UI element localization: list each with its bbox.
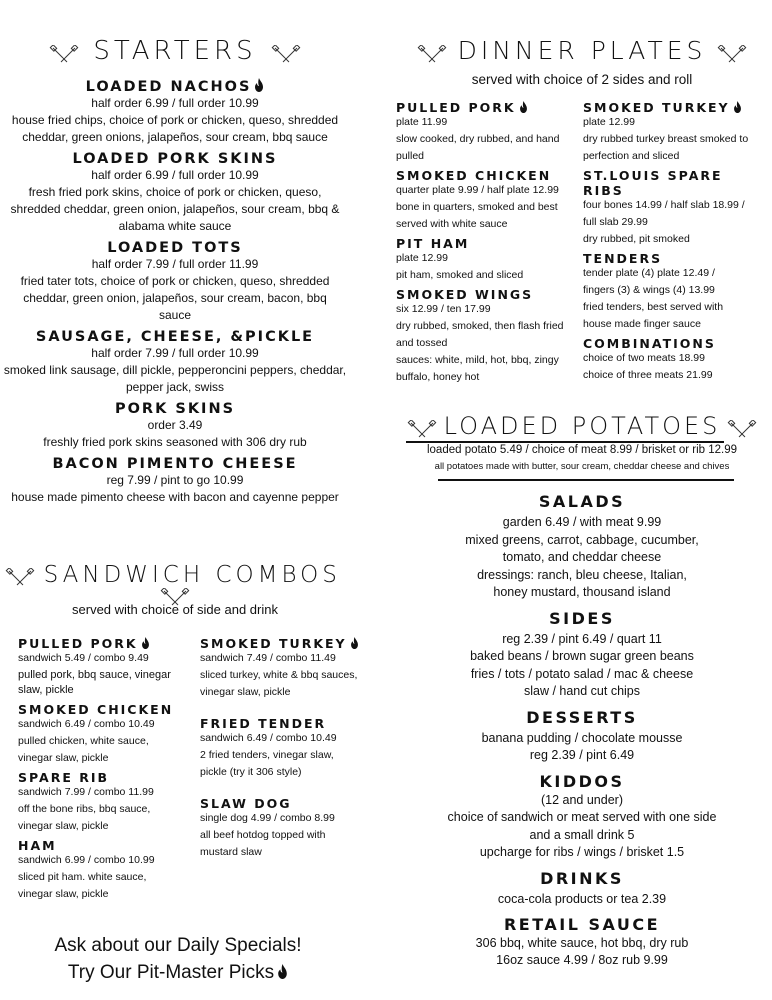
item-price: quarter plate 9.99 / half plate 12.99 xyxy=(396,184,559,196)
menu-item xyxy=(0,401,350,451)
item-desc: fried tenders, best served with xyxy=(583,301,724,313)
menu-item xyxy=(396,287,582,385)
crossed-cleavers-icon xyxy=(49,45,79,65)
section-title: RETAIL SAUCE xyxy=(503,915,661,934)
menu-item xyxy=(200,796,380,860)
starters-title: STARTERS xyxy=(93,36,257,66)
item-desc: mustard slaw xyxy=(200,846,262,858)
section-line: honey mustard, thousand island xyxy=(493,585,671,599)
section-line: mixed greens, carrot, cabbage, cucumber, xyxy=(465,532,699,547)
menu-item xyxy=(583,168,769,247)
item-price: plate 12.99 xyxy=(583,116,635,128)
starters-list xyxy=(0,78,350,506)
flame-icon xyxy=(519,101,528,113)
dinner-subtitle: served with choice of 2 sides and roll xyxy=(471,72,693,87)
item-desc: vinegar slaw, pickle xyxy=(18,820,109,832)
item-desc: vinegar slaw, pickle xyxy=(18,888,109,900)
item-desc: 2 fried tenders, vinegar slaw, xyxy=(200,749,334,761)
item-name: SMOKED CHICKEN xyxy=(396,168,552,183)
item-name-cont: RIBS xyxy=(583,183,624,198)
section-title: DESSERTS xyxy=(526,707,638,727)
potatoes-prices: loaded potato 5.49 / choice of meat 8.99 / brisket or rib 12.99 xyxy=(426,444,738,456)
divider xyxy=(438,479,734,481)
item-desc: perfection and sliced xyxy=(583,150,680,162)
sandwich-right-column xyxy=(200,632,380,862)
dinner-header xyxy=(392,36,772,65)
item-price: order 3.49 xyxy=(147,418,203,432)
item-desc: vinegar slaw, pickle xyxy=(200,686,291,698)
item-desc: house fried chips, choice of pork or chicken, queso, shredded xyxy=(11,113,339,127)
item-desc: served with white sauce xyxy=(396,218,508,230)
item-desc: pickle (try it 306 style) xyxy=(200,766,302,778)
section-line: 306 bbq, white sauce, hot bbq, dry rub xyxy=(475,936,689,950)
item-name: SMOKED WINGS xyxy=(396,287,534,302)
drinks-section xyxy=(392,869,772,909)
item-price: full slab 29.99 xyxy=(583,216,648,228)
flame-icon xyxy=(254,78,264,92)
menu-item xyxy=(18,702,198,766)
sandwich-left-column xyxy=(18,632,198,904)
flame-icon xyxy=(277,964,288,979)
crossed-cleavers-icon xyxy=(5,568,35,588)
item-desc: cheddar, green onions, jalapeños, sour cream, bbq sauce xyxy=(22,130,328,144)
item-name: SPARE RIB xyxy=(18,770,110,785)
potatoes-header xyxy=(392,412,772,440)
item-desc: shredded cheddar, green onion, jalapeños, sour cream, bbq & xyxy=(10,202,340,216)
item-price: reg 7.99 / pint to go 10.99 xyxy=(106,473,244,487)
section-line: fries / tots / potato salad / mac & cheese xyxy=(470,666,694,681)
item-desc: house made pimento cheese with bacon and cayenne pepper xyxy=(11,490,339,504)
section-line: upcharge for ribs / wings / brisket 1.5 xyxy=(479,845,685,859)
menu-item xyxy=(18,838,198,902)
section-title: SIDES xyxy=(549,608,615,628)
sides-section xyxy=(392,609,772,701)
item-name: COMBINATIONS xyxy=(583,336,716,351)
flame-icon xyxy=(350,637,359,649)
item-desc: off the bone ribs, bbq sauce, xyxy=(18,803,151,815)
section-line: banana pudding / chocolate mousse xyxy=(481,730,683,745)
section-title: SALADS xyxy=(538,492,626,511)
crossed-cleavers-icon xyxy=(717,45,747,65)
desserts-section xyxy=(392,708,772,765)
crossed-cleavers-icon xyxy=(271,45,301,65)
flame-icon xyxy=(733,101,742,113)
section-line: dressings: ranch, bleu cheese, Italian, xyxy=(477,567,687,582)
item-name: PORK SKINS xyxy=(114,401,236,417)
item-desc: fried tater tots, choice of pork or chicken, queso, shredded xyxy=(20,274,330,288)
item-name: HAM xyxy=(18,838,57,853)
item-name: FRIED TENDER xyxy=(200,716,327,731)
item-desc: pepper jack, swiss xyxy=(125,380,225,394)
section-line: 16oz sauce 4.99 / 8oz rub 9.99 xyxy=(496,953,668,967)
item-name: SMOKED TURKEY xyxy=(583,100,730,115)
item-desc: all beef hotdog topped with xyxy=(200,829,326,841)
menu-item xyxy=(0,151,350,235)
menu-item xyxy=(18,770,198,834)
crossed-cleavers-icon xyxy=(417,45,447,65)
potatoes-note: all potatoes made with butter, sour cream, cheddar cheese and chives xyxy=(434,461,730,472)
item-desc: pulled chicken, white sauce, xyxy=(18,735,149,747)
item-desc: pulled xyxy=(396,150,425,162)
section-title: DRINKS xyxy=(540,868,624,888)
item-price: half order 6.99 / full order 10.99 xyxy=(91,96,259,110)
item-desc: vinegar slaw, pickle xyxy=(18,752,109,764)
item-price: sandwich 7.99 / combo 11.99 xyxy=(18,786,154,798)
item-name: SLAW DOG xyxy=(200,796,292,811)
salads-section xyxy=(392,492,772,602)
item-name: LOADED TOTS xyxy=(107,240,243,256)
item-price: six 12.99 / ten 17.99 xyxy=(396,303,491,315)
item-name: SMOKED CHICKEN xyxy=(18,702,174,717)
retail-section xyxy=(392,915,772,969)
pitmaster-text: Try Our Pit-Master Picks xyxy=(67,962,275,983)
menu-item xyxy=(0,240,350,324)
crossed-cleavers-icon xyxy=(407,420,437,440)
item-price: half order 6.99 / full order 10.99 xyxy=(91,168,259,182)
item-name: PULLED PORK xyxy=(18,636,138,651)
menu-item xyxy=(18,636,198,698)
menu-item xyxy=(396,236,582,283)
menu-item xyxy=(200,716,380,780)
daily-specials-note: Ask about our Daily Specials! xyxy=(54,935,302,956)
section-line: slaw / hand cut chips xyxy=(523,684,641,698)
item-desc: sauce xyxy=(158,308,192,322)
item-desc: sliced pit ham. white sauce, xyxy=(18,871,147,883)
menu-item xyxy=(396,100,582,164)
item-desc: alabama white sauce xyxy=(118,219,232,233)
item-price: choice of two meats 18.99 xyxy=(583,352,705,364)
section-line: reg 2.39 / pint 6.49 xyxy=(529,748,635,762)
item-price: sandwich 7.49 / combo 11.49 xyxy=(200,652,336,664)
pitmaster-note xyxy=(0,959,356,986)
section-line: baked beans / brown sugar green beans xyxy=(470,649,694,663)
item-desc: dry rubbed turkey breast smoked to xyxy=(583,133,749,145)
item-name: SAUSAGE, CHEESE, &PICKLE xyxy=(35,329,315,345)
item-desc: bone in quarters, smoked and best xyxy=(396,201,558,213)
item-price: sandwich 6.49 / combo 10.49 xyxy=(200,732,337,744)
dinner-right-column xyxy=(583,96,769,385)
item-price: sandwich 5.49 / combo 9.49 xyxy=(18,652,149,664)
dinner-title: DINNER PLATES xyxy=(457,36,707,65)
menu-item xyxy=(0,456,350,506)
section-line: garden 6.49 / with meat 9.99 xyxy=(502,515,662,529)
item-desc: fresh fried pork skins, choice of pork or chicken, queso, xyxy=(28,185,322,199)
menu-item xyxy=(583,100,769,164)
section-title: KIDDOS xyxy=(539,771,625,791)
item-name: PULLED PORK xyxy=(396,100,516,115)
item-name: LOADED NACHOS xyxy=(85,79,252,95)
item-price: half order 7.99 / full order 11.99 xyxy=(91,257,259,271)
item-desc: slow cooked, dry rubbed, and hand xyxy=(396,133,560,145)
menu-item xyxy=(396,168,582,232)
item-name: ST.LOUIS SPARE xyxy=(583,168,723,183)
item-desc: dry rubbed, smoked, then flash fried xyxy=(396,320,564,332)
item-desc: freshly fried pork skins seasoned with 306 dry rub xyxy=(43,435,307,449)
item-price: plate 11.99 xyxy=(396,116,448,128)
item-name: BACON PIMENTO CHEESE xyxy=(52,456,298,472)
starters-header xyxy=(0,36,350,66)
item-desc: and tossed xyxy=(396,337,448,349)
item-desc: pulled pork, bbq sauce, vinegar xyxy=(18,669,171,681)
item-desc: slaw, pickle xyxy=(18,684,74,696)
sandwich-subtitle: served with choice of side and drink xyxy=(72,602,278,617)
item-name: LOADED PORK SKINS xyxy=(72,151,278,167)
menu-item xyxy=(200,636,380,700)
section-line: choice of sandwich or meat served with one side xyxy=(447,810,717,824)
section-line: tomato, and cheddar cheese xyxy=(502,550,662,564)
item-desc: buffalo, honey hot xyxy=(396,371,480,383)
menu-item xyxy=(0,78,350,146)
menu-item xyxy=(0,329,350,396)
item-desc: dry rubbed, pit smoked xyxy=(583,233,690,245)
section-line: reg 2.39 / pint 6.49 / quart 11 xyxy=(502,631,662,646)
crossed-cleavers-icon xyxy=(727,420,757,440)
item-desc: smoked link sausage, dill pickle, pepperoncini peppers, cheddar, xyxy=(3,363,347,377)
section-line: and a small drink 5 xyxy=(529,827,635,842)
item-price: sandwich 6.99 / combo 10.99 xyxy=(18,854,155,866)
item-price: four bones 14.99 / half slab 18.99 / xyxy=(583,199,745,211)
potatoes-title: LOADED POTATOES xyxy=(443,412,721,440)
menu-item xyxy=(583,336,769,383)
item-name: PIT HAM xyxy=(396,236,470,251)
right-lower-sections xyxy=(392,492,772,969)
item-desc: sliced turkey, white & bbq sauces, xyxy=(200,669,358,681)
item-price: plate 12.99 xyxy=(396,252,448,264)
item-desc: sauces: white, mild, hot, bbq, zingy xyxy=(396,354,559,366)
item-price: choice of three meats 21.99 xyxy=(583,369,713,381)
item-price: single dog 4.99 / combo 8.99 xyxy=(200,812,335,824)
dinner-left-column xyxy=(396,96,582,387)
item-price: half order 7.99 / full order 10.99 xyxy=(91,346,259,360)
footer xyxy=(0,932,356,986)
item-name: SMOKED TURKEY xyxy=(200,636,347,651)
item-name: TENDERS xyxy=(583,251,663,266)
section-line: (12 and under) xyxy=(540,792,623,807)
item-desc: cheddar, green onion, jalapeños, sour cream, bacon, bbq xyxy=(23,291,327,305)
item-desc: house made finger sauce xyxy=(583,318,701,330)
item-price: fingers (3) & wings (4) 13.99 xyxy=(583,284,715,296)
item-price: sandwich 6.49 / combo 10.49 xyxy=(18,718,155,730)
kiddos-section xyxy=(392,772,772,862)
item-desc: pit ham, smoked and sliced xyxy=(396,269,524,281)
item-price: tender plate (4) plate 12.49 / xyxy=(583,267,715,279)
menu-item xyxy=(583,251,769,332)
flame-icon xyxy=(141,637,150,649)
sandwich-title: SANDWICH COMBOS xyxy=(43,562,341,588)
section-line: coca-cola products or tea 2.39 xyxy=(497,891,667,906)
